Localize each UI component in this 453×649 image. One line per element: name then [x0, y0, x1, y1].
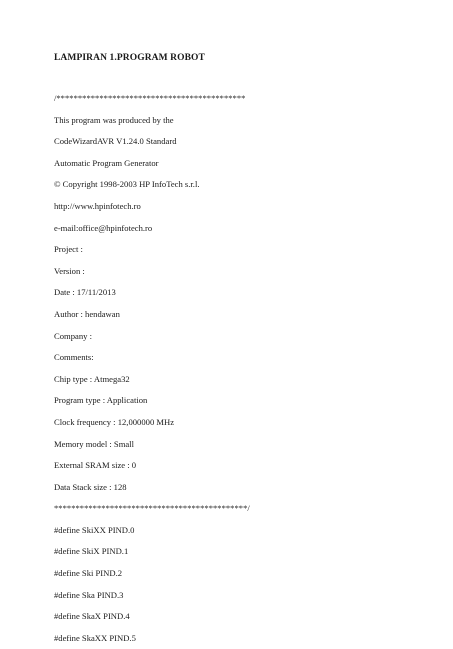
code-line: © Copyright 1998-2003 HP InfoTech s.r.l.	[54, 179, 200, 190]
code-line: This program was produced by the	[54, 114, 174, 125]
code-line: Version :	[54, 265, 85, 276]
code-line: http://www.hpinfotech.ro	[54, 200, 141, 211]
code-listing	[54, 88, 434, 649]
code-line: #define SkaX PIND.4	[54, 611, 130, 622]
code-line: e-mail:office@hpinfotech.ro	[54, 222, 153, 233]
code-line: #define SkiXX PIND.0	[54, 524, 135, 535]
code-line: Chip type : Atmega32	[54, 373, 130, 384]
code-line: Company :	[54, 330, 92, 341]
code-line: *********************************************/	[54, 503, 250, 514]
code-line: Clock frequency : 12,000000 MHz	[54, 416, 175, 427]
code-line: External SRAM size : 0	[54, 460, 137, 471]
code-line: Automatic Program Generator	[54, 157, 159, 168]
code-line: Author : hendawan	[54, 308, 120, 319]
document-heading: LAMPIRAN 1.PROGRAM ROBOT	[54, 53, 205, 63]
code-line: #define SkaXX PIND.5	[54, 632, 136, 643]
code-line: Project :	[54, 244, 83, 255]
code-line: Program type : Application	[54, 395, 148, 406]
code-line: CodeWizardAVR V1.24.0 Standard	[54, 136, 177, 147]
code-line: #define Ska PIND.3	[54, 589, 124, 600]
code-line: /********************************************	[54, 93, 246, 103]
code-line: Date : 17/11/2013	[54, 287, 116, 298]
code-line: #define Ski PIND.2	[54, 568, 123, 579]
code-line: Data Stack size : 128	[54, 481, 127, 492]
code-line: Memory model : Small	[54, 438, 134, 449]
code-line: Comments:	[54, 352, 94, 363]
code-line: #define SkiX PIND.1	[54, 546, 129, 557]
